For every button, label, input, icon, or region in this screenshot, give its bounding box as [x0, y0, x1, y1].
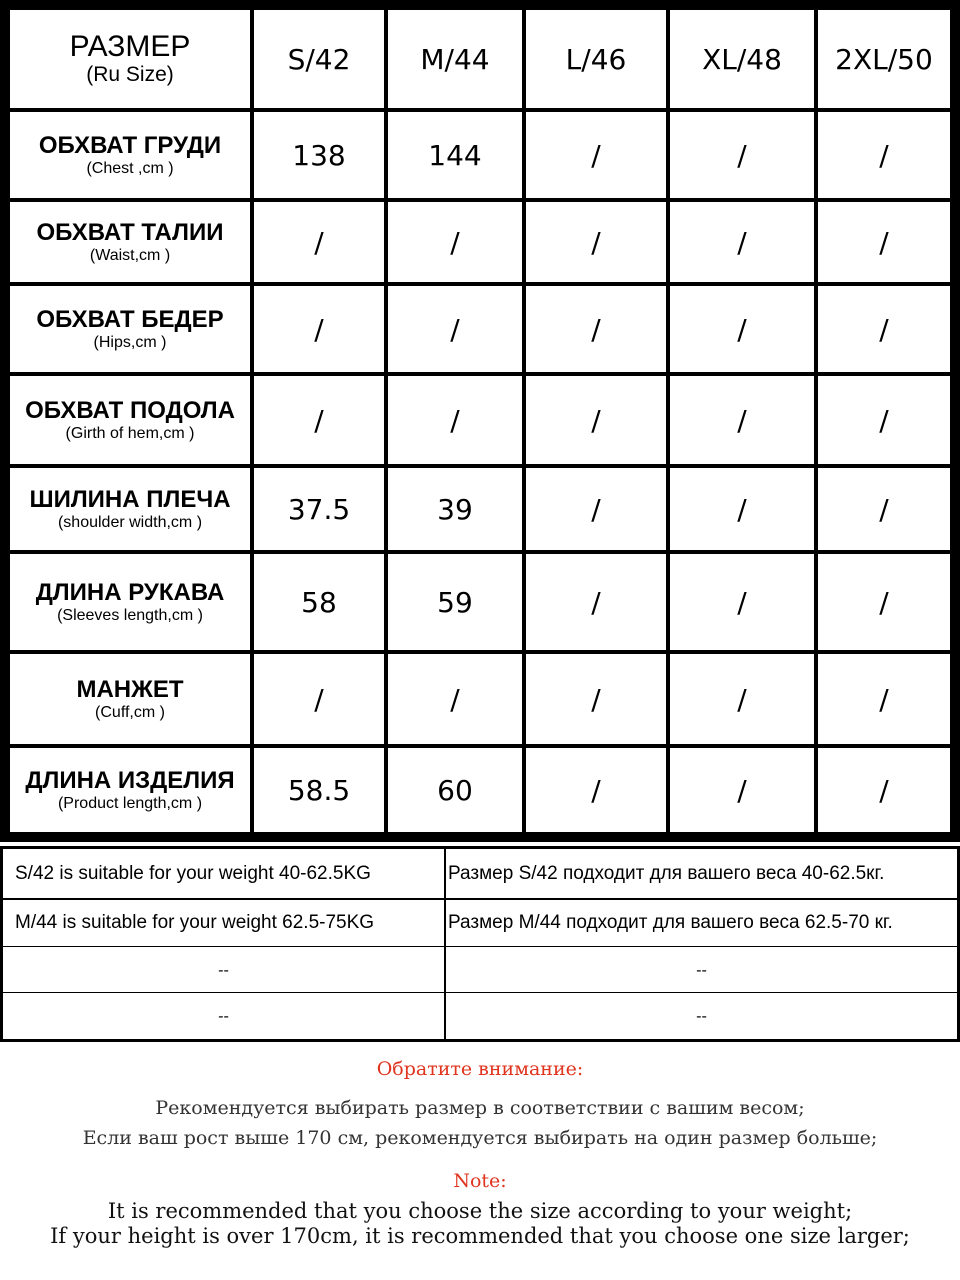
size-value: 58: [254, 554, 384, 650]
size-value: /: [818, 112, 950, 198]
row-label-ru: ШИЛИНА ПЛЕЧА: [29, 486, 231, 513]
size-value: /: [818, 748, 950, 832]
size-value: /: [254, 286, 384, 372]
column-header: M/44: [388, 10, 522, 108]
row-label-en: (Chest ,cm ): [86, 160, 174, 177]
size-value: /: [670, 376, 814, 464]
row-label-en: (Girth of hem,cm ): [65, 425, 195, 442]
size-value: /: [254, 654, 384, 744]
size-value: /: [526, 748, 666, 832]
size-value: /: [254, 376, 384, 464]
size-value: /: [670, 286, 814, 372]
row-label-en: (Product length,cm ): [57, 795, 203, 812]
size-value: /: [526, 554, 666, 650]
size-value: /: [818, 554, 950, 650]
header-subtitle: (Ru Size): [86, 63, 174, 86]
row-label-ru: ДЛИНА ИЗДЕЛИЯ: [25, 767, 235, 794]
size-value: 37.5: [254, 468, 384, 550]
weight-ru-cell: Размер M/44 подходит для вашего веса 62.5-70 кг.: [446, 900, 957, 946]
size-value: /: [818, 654, 950, 744]
row-label-sleeves: [10, 554, 250, 650]
size-value: /: [526, 202, 666, 282]
size-value: /: [818, 468, 950, 550]
row-label-shoulder: [10, 468, 250, 550]
size-value: /: [388, 202, 522, 282]
row-label-hem: [10, 376, 250, 464]
size-value: 144: [388, 112, 522, 198]
row-label-chest: [10, 112, 250, 198]
size-value: /: [670, 748, 814, 832]
size-value: /: [526, 468, 666, 550]
weight-en-cell: --: [3, 993, 444, 1039]
row-label-en: (Cuff,cm ): [95, 704, 165, 721]
row-label-ru: ОБХВАТ ТАЛИИ: [36, 219, 224, 246]
size-value: /: [526, 654, 666, 744]
size-value: /: [526, 376, 666, 464]
size-value: /: [388, 286, 522, 372]
row-label-en: (Waist,cm ): [89, 247, 171, 264]
size-value: 138: [254, 112, 384, 198]
row-label-ru: ДЛИНА РУКАВА: [35, 579, 225, 606]
header-title: РАЗМЕР: [69, 30, 191, 63]
row-label-waist: [10, 202, 250, 282]
size-value: /: [526, 112, 666, 198]
size-value: 39: [388, 468, 522, 550]
size-value: 58.5: [254, 748, 384, 832]
column-header: L/46: [526, 10, 666, 108]
weight-en-cell: S/42 is suitable for your weight 40-62.5KG: [3, 849, 444, 898]
weight-en-cell: --: [3, 947, 444, 992]
size-value: /: [818, 376, 950, 464]
weight-ru-cell: --: [446, 947, 957, 992]
size-value: /: [526, 286, 666, 372]
size-value: /: [818, 202, 950, 282]
row-label-en: (shoulder width,cm ): [57, 514, 203, 531]
size-value: /: [254, 202, 384, 282]
note-line-ru-1: Рекомендуется выбирать размер в соответствии с вашим весом;: [155, 1097, 805, 1119]
weight-ru-cell: --: [446, 993, 957, 1039]
note-line-en-1: It is recommended that you choose the size according to your weight;: [107, 1199, 853, 1223]
note-title-ru: Обратите внимание:: [376, 1058, 584, 1080]
row-label-length: [10, 748, 250, 832]
row-label-cuff: [10, 654, 250, 744]
size-value: 59: [388, 554, 522, 650]
size-value: /: [670, 554, 814, 650]
size-value: 60: [388, 748, 522, 832]
row-label-ru: ОБХВАТ ГРУДИ: [38, 132, 222, 159]
size-value: /: [670, 654, 814, 744]
column-header: 2XL/50: [818, 10, 950, 108]
row-label-en: (Sleeves length,cm ): [57, 607, 203, 624]
size-value: /: [670, 202, 814, 282]
header-size-cell: [10, 10, 250, 108]
size-value: /: [670, 112, 814, 198]
column-header: S/42: [254, 10, 384, 108]
row-label-ru: ОБХВАТ ПОДОЛА: [25, 397, 235, 424]
weight-ru-cell: Размер S/42 подходит для вашего веса 40-62.5кг.: [446, 849, 957, 898]
weight-en-cell: M/44 is suitable for your weight 62.5-75KG: [3, 900, 444, 946]
note-line-en-2: If your height is over 170cm, it is recommended that you choose one size larger;: [50, 1224, 910, 1248]
column-header: XL/48: [670, 10, 814, 108]
size-value: /: [818, 286, 950, 372]
row-label-ru: ОБХВАТ БЕДЕР: [36, 306, 224, 333]
row-label-ru: МАНЖЕТ: [76, 676, 184, 703]
size-value: /: [670, 468, 814, 550]
note-title-en: Note:: [453, 1170, 507, 1192]
size-value: /: [388, 376, 522, 464]
row-label-hips: [10, 286, 250, 372]
size-value: /: [388, 654, 522, 744]
note-line-ru-2: Если ваш рост выше 170 см, рекомендуется выбирать на один размер больше;: [82, 1127, 878, 1149]
row-label-en: (Hips,cm ): [93, 334, 167, 351]
weight-table: [0, 846, 960, 1042]
